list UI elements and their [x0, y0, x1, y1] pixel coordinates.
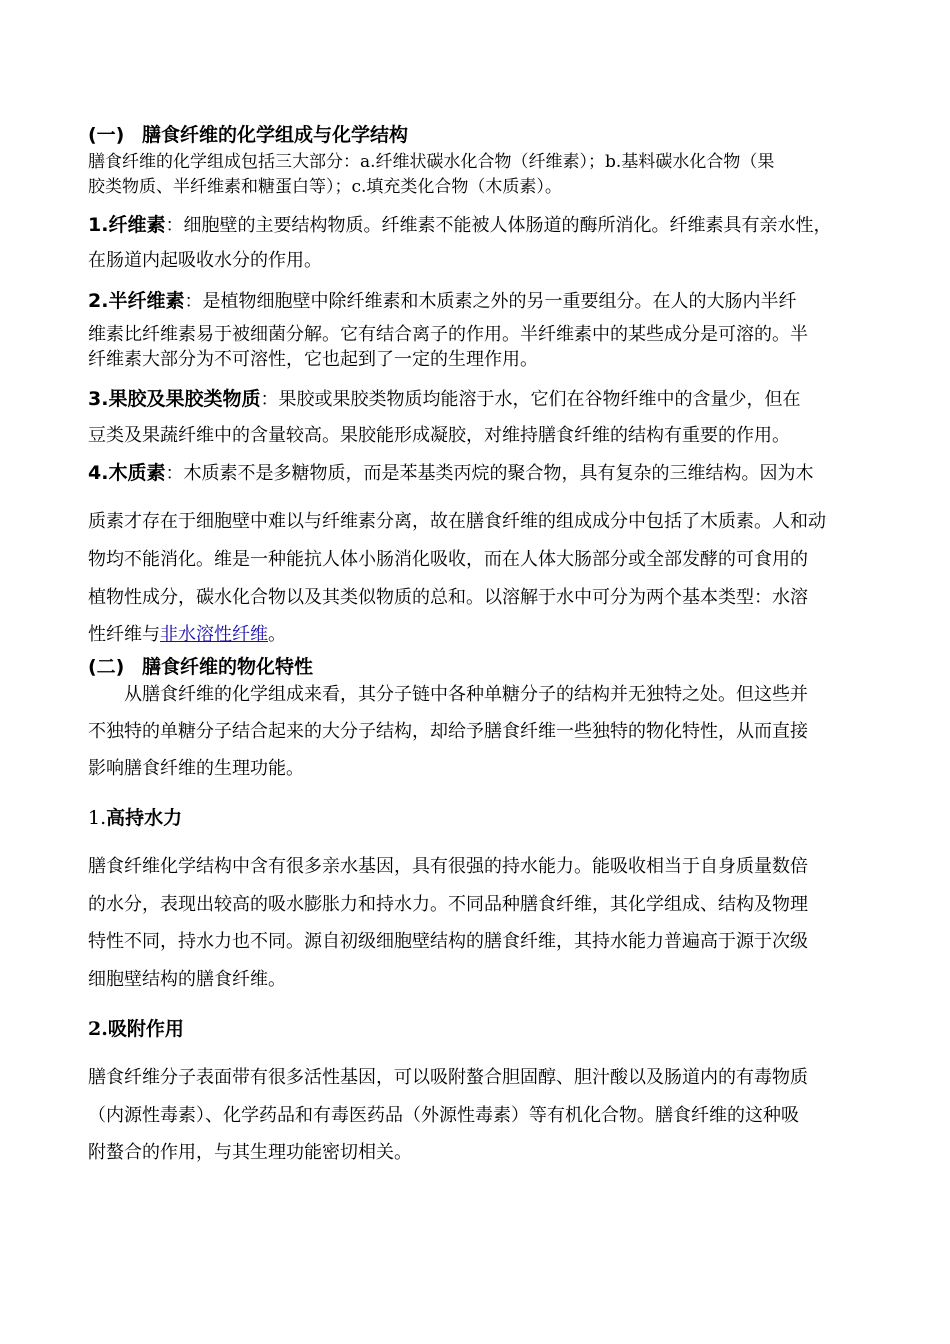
paragraph-line: 的水分，表现出较高的吸水膨胀力和持水力。不同品种膳食纤维，其化学组成、结构及物理 — [88, 894, 808, 915]
section-number: (二) — [88, 656, 125, 678]
section-heading-2 — [88, 655, 313, 679]
section-heading-1 — [88, 123, 408, 147]
paragraph-line: 膳食纤维化学结构中含有很多亲水基因，具有很强的持水能力。能吸收相当于自身质量数倍 — [88, 856, 808, 877]
paragraph-line: 在肠道内起吸收水分的作用。 — [88, 250, 322, 271]
paragraph-line: 植物性成分，碳水化合物以及其类似物质的总和。以溶解于水中可分为两个基本类型：水溶 — [88, 587, 808, 608]
paragraph-line: 3.果胶及果胶类物质：果胶或果胶类物质均能溶于水，它们在谷物纤维中的含量少，但在 — [88, 388, 801, 410]
paragraph-line: 从膳食纤维的化学组成来看，其分子链中各种单糖分子的结构并无独特之处。但这些并 — [124, 684, 808, 705]
paragraph-line: 胶类物质、半纤维素和糖蛋白等）；c.填充类化合物（木质素）。 — [88, 177, 562, 197]
paragraph-line: 2.半纤维素：是植物细胞壁中除纤维素和木质素之外的另一重要组分。在人的大肠内半纤 — [88, 290, 797, 312]
section-title: 膳食纤维的物化特性 — [142, 656, 314, 678]
paragraph-line: 细胞壁结构的膳食纤维。 — [88, 969, 286, 990]
paragraph-line: 膳食纤维分子表面带有很多活性基因，可以吸附螯合胆固醇、胆汁酸以及肠道内的有毒物质 — [88, 1067, 808, 1088]
subsection-heading-2: 2.吸附作用 — [88, 1018, 184, 1040]
section-number: (一) — [88, 124, 125, 146]
section-title: 膳食纤维的化学组成与化学结构 — [142, 124, 409, 146]
term-label: 1.纤维素 — [88, 214, 166, 236]
paragraph-line: 物均不能消化。维是一种能抗人体小肠消化吸收，而在人体大肠部分或全部发酵的可食用的 — [88, 549, 808, 570]
paragraph-line: 纤维素大部分为不可溶性，它也起到了一定的生理作用。 — [88, 349, 538, 370]
paragraph-line: 4.木质素：木质素不是多糖物质，而是苯基类丙烷的聚合物，具有复杂的三维结构。因为木 — [88, 462, 814, 484]
paragraph-line: 膳食纤维的化学组成包括三大部分：a.纤维状碳水化合物（纤维素）；b.基料碳水化合物（果 — [88, 152, 775, 172]
link-insoluble-fiber[interactable]: 非水溶性纤维 — [160, 624, 268, 645]
term-label: 3.果胶及果胶类物质 — [88, 388, 261, 410]
paragraph-line: 性纤维与非水溶性纤维。 — [88, 624, 286, 645]
paragraph-line: 附螯合的作用，与其生理功能密切相关。 — [88, 1142, 412, 1163]
paragraph-line: 豆类及果蔬纤维中的含量较高。果胶能形成凝胶，对维持膳食纤维的结构有重要的作用。 — [88, 425, 790, 446]
term-label: 2.半纤维素 — [88, 290, 185, 312]
paragraph-line: 不独特的单糖分子结合起来的大分子结构，却给予膳食纤维一些独特的物化特性，从而直接 — [88, 721, 808, 742]
paragraph-line: 1.纤维素：细胞壁的主要结构物质。纤维素不能被人体肠道的酶所消化。纤维素具有亲水性， — [88, 214, 832, 236]
subsection-heading-1: 1.高持水力 — [88, 807, 183, 829]
paragraph-line: 维素比纤维素易于被细菌分解。它有结合离子的作用。半纤维素中的某些成分是可溶的。半 — [88, 324, 808, 345]
paragraph-line: 质素才存在于细胞壁中难以与纤维素分离，故在膳食纤维的组成成分中包括了木质素。人和动 — [88, 511, 826, 532]
term-label: 4.木质素 — [88, 462, 166, 484]
paragraph-line: 影响膳食纤维的生理功能。 — [88, 758, 304, 779]
paragraph-line: 特性不同，持水力也不同。源自初级细胞壁结构的膳食纤维，其持水能力普遍高于源于次级 — [88, 931, 808, 952]
paragraph-line: （内源性毒素）、化学药品和有毒医药品（外源性毒素）等有机化合物。膳食纤维的这种吸 — [88, 1105, 799, 1126]
